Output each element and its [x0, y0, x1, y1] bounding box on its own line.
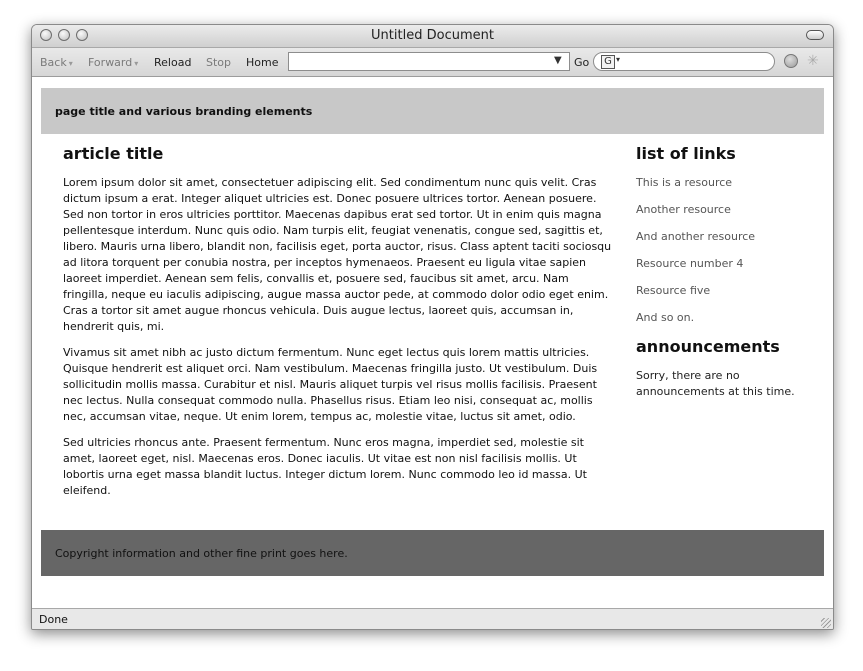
page-viewport	[32, 77, 833, 607]
address-input[interactable]	[288, 52, 570, 71]
forward-button[interactable]	[88, 56, 138, 69]
article	[63, 144, 613, 509]
go-button[interactable]: Go	[574, 56, 590, 69]
page-footer	[41, 530, 824, 576]
resource-link[interactable]: Another resource	[636, 203, 731, 216]
window-title: Untitled Document	[371, 28, 494, 43]
title-bar[interactable]	[32, 25, 833, 48]
spinner-icon: ✳	[807, 53, 819, 69]
forward-label: Forward	[88, 56, 133, 69]
article-title: article title	[63, 144, 164, 163]
footer-text: Copyright information and other fine print goes here.	[55, 547, 348, 560]
back-button[interactable]	[40, 56, 73, 69]
dropdown-arrow-icon: ▾	[68, 59, 73, 68]
sidebar	[636, 144, 826, 400]
search-input[interactable]	[593, 52, 775, 71]
announcements-text: Sorry, there are no announcements at this time.	[636, 369, 795, 398]
article-paragraph: Sed ultricies rhoncus ante. Praesent fermentum. Nunc eros magna, imperdiet sed, molestie sit amet, laoreet eget, nisl. Maecenas eros. Donec iaculis. Ut vitae est non nisl facilisis mollis. Ut lobortis urna eget massa blandit luctus. Integer dictum lorem. Nunc commodo leo id massa. Ut eleifend.	[63, 436, 587, 497]
toolbar-toggle-icon[interactable]	[806, 30, 824, 40]
page-header	[41, 88, 824, 134]
resize-grip-icon[interactable]	[821, 618, 831, 628]
article-paragraph: Vivamus sit amet nibh ac justo dictum fermentum. Nunc eget lectus quis lorem mattis ultricies. Quisque hendrerit est aliquet orci. Nam vestibulum. Maecenas fringilla justo. Ut vestibulum. Duis sollicitudin mollis massa. Curabitur et nisl. Mauris aliquet turpis vel risus mollis facilisis. Praesent nec lectus. Nulla consequat commodo nulla. Phasellus risus. Etiam leo nisi, consequat ac, mollis nec, accumsan vitae, neque. Ut enim lorem, tempus ac, molestie vitae, luctus sit amet, odio.	[63, 346, 598, 423]
resource-link[interactable]: This is a resource	[636, 176, 733, 189]
article-paragraph: Lorem ipsum dolor sit amet, consectetuer adipiscing elit. Sed condimentum nunc quis velit. Cras dictum ipsum a erat. Integer aliquet ultricies est. Donec posuere ultrices tortor. Aenean posuere. Sed non tortor in eros ultricies porttitor. Maecenas dapibus erat sed tortor. Ut in enim quis magna pellentesque interdum. Nunc quis odio. Nam turpis elit, feugiat venenatis, congue sed, sagittis et, libero. Mauris urna libero, blandit non, facilisis eget, porta auctor, risus. Class aptent taciti sociosqu ad litora torquent per conubia nostra, per inceptos hymenaeos. Praesent eu ligula vitae sapien laoreet imperdiet. Aenean sem felis, convallis et, posuere sed, faucibus sit amet, arcu. Nam fringilla, neque eu iaculis adipiscing, augue massa auctor pede, at commodo dolor odio eget enim. Cras a tortor sit amet augue rhoncus vehicula. Duis augue lectus, laoreet quis, accumsan in, hendrerit quis, mi.	[63, 176, 612, 333]
home-button[interactable]: Home	[246, 56, 279, 69]
google-search-icon[interactable]: G	[601, 55, 615, 69]
dropdown-arrow-icon[interactable]: ▼	[554, 55, 562, 66]
resource-link[interactable]: Resource number 4	[636, 257, 744, 270]
links-title: list of links	[636, 144, 736, 163]
stop-button[interactable]: Stop	[206, 56, 232, 69]
resource-link[interactable]: Resource five	[636, 284, 711, 297]
header-branding: page title and various branding elements	[55, 105, 313, 118]
dropdown-arrow-icon[interactable]: ▾	[616, 55, 621, 64]
status-text: Done	[39, 613, 68, 626]
status-bar	[32, 608, 833, 630]
announcements-title: announcements	[636, 337, 780, 356]
dropdown-arrow-icon: ▾	[134, 59, 139, 68]
browser-toolbar	[32, 48, 833, 77]
back-label: Back	[40, 56, 67, 69]
stop-loading-icon[interactable]	[784, 54, 798, 68]
reload-button[interactable]: Reload	[154, 56, 192, 69]
browser-window	[31, 24, 834, 630]
resource-link[interactable]: And so on.	[636, 311, 695, 324]
resource-link[interactable]: And another resource	[636, 230, 756, 243]
